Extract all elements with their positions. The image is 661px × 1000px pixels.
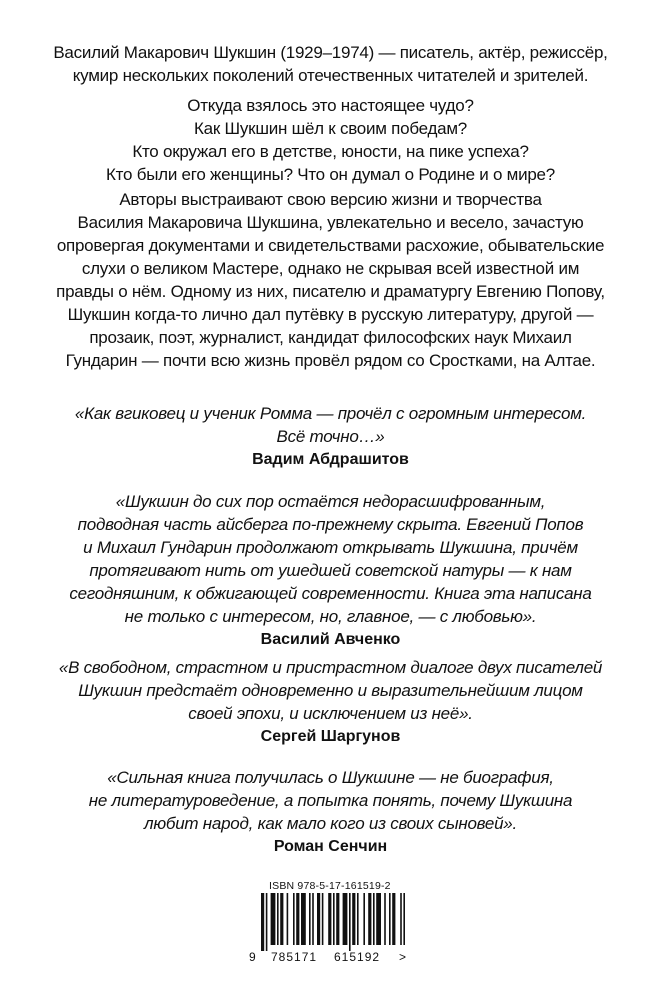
intro-line: Василий Макарович Шукшин (1929–1974) — писатель, актёр, режиссёр, <box>53 43 608 62</box>
quote-line: не литературоведение, а попытка понять, почему Шукшина <box>88 791 573 810</box>
about-line: Авторы выстраивают свою версию жизни и творчества <box>119 190 542 209</box>
barcode-bars <box>247 893 415 953</box>
about-line: Гундарин — почти всю жизнь провёл рядом со Сростками, на Алтае. <box>65 351 596 370</box>
question-line: Откуда взялось это настоящее чудо? <box>187 96 474 115</box>
quote-line: и Михаил Гундарин продолжают открывать Шукшина, причём <box>83 538 578 557</box>
intro-line: кумир нескольких поколений отечественных читателей и зрителей. <box>72 66 589 85</box>
about-line: опровергая документами и свидетельствами расхожие, обывательские <box>56 236 605 255</box>
quote-line: «Шукшин до сих пор остаётся недорасшифрованным, <box>115 492 546 511</box>
about-line: Василия Макаровича Шукшина, увлекательно и весело, зачастую <box>77 213 584 232</box>
quote-line: протягивают нить от ушедшей советской натуры — к нам <box>89 561 572 580</box>
review-quote-shargunov <box>40 656 621 748</box>
review-quote-avchenko <box>40 490 621 651</box>
barcode-digits-left: 785171 <box>271 950 318 964</box>
intro-paragraph <box>40 41 621 87</box>
question-line: Кто были его женщины? Что он думал о Родине и о мире? <box>106 165 555 184</box>
about-line: Шукшин когда-то лично дал путёвку в русскую литературу, другой — <box>67 305 594 324</box>
quote-line: Всё точно…» <box>276 427 385 446</box>
question-line: Как Шукшин шёл к своим победам? <box>194 119 467 138</box>
quote-line: подводная часть айсберга по-прежнему скрыта. Евгений Попов <box>77 515 584 534</box>
questions-paragraph <box>40 94 621 186</box>
about-line: правды о нём. Одному из них, писателю и драматургу Евгению Попову, <box>56 282 605 301</box>
about-line: слухи о великом Мастере, однако не скрывая всей известной им <box>81 259 580 278</box>
question-line: Кто окружал его в детстве, юности, на пике успеха? <box>132 142 529 161</box>
quote-line: любит народ, как мало кого из своих сыновей». <box>144 814 517 833</box>
quote-line: не только с интересом, но, главное, — с любовью». <box>124 607 537 626</box>
quote-line: «Как вгиковец и ученик Ромма — прочёл с огромным интересом. <box>74 404 587 423</box>
about-line: прозаик, поэт, журналист, кандидат философских наук Михаил <box>89 328 572 347</box>
barcode-digits-right: 615192 <box>334 950 381 964</box>
quote-author: Роман Сенчин <box>273 838 388 855</box>
quote-line: Шукшин предстаёт одновременно и выразительнейшим лицом <box>78 681 583 700</box>
isbn-label: ISBN 978-5-17-161519-2 <box>269 880 391 892</box>
quote-author: Вадим Абдрашитов <box>252 451 409 468</box>
quote-line: сегодняшним, к обжигающей современности. Книга эта написана <box>69 584 592 603</box>
about-paragraph <box>40 188 621 372</box>
review-quote-senchin <box>40 766 621 858</box>
quote-author: Сергей Шаргунов <box>260 728 401 745</box>
quote-line: своей эпохи, и исключением из неё». <box>188 704 473 723</box>
quote-author: Василий Авченко <box>260 631 401 648</box>
review-quote-abdrashitov <box>40 402 621 471</box>
barcode-marker: > <box>399 950 407 964</box>
barcode-digit-first: 9 <box>249 950 256 964</box>
quote-line: «В свободном, страстном и пристрастном диалоге двух писателей <box>58 658 603 677</box>
isbn-barcode <box>247 880 417 964</box>
quote-line: «Сильная книга получилась о Шукшине — не биография, <box>107 768 554 787</box>
